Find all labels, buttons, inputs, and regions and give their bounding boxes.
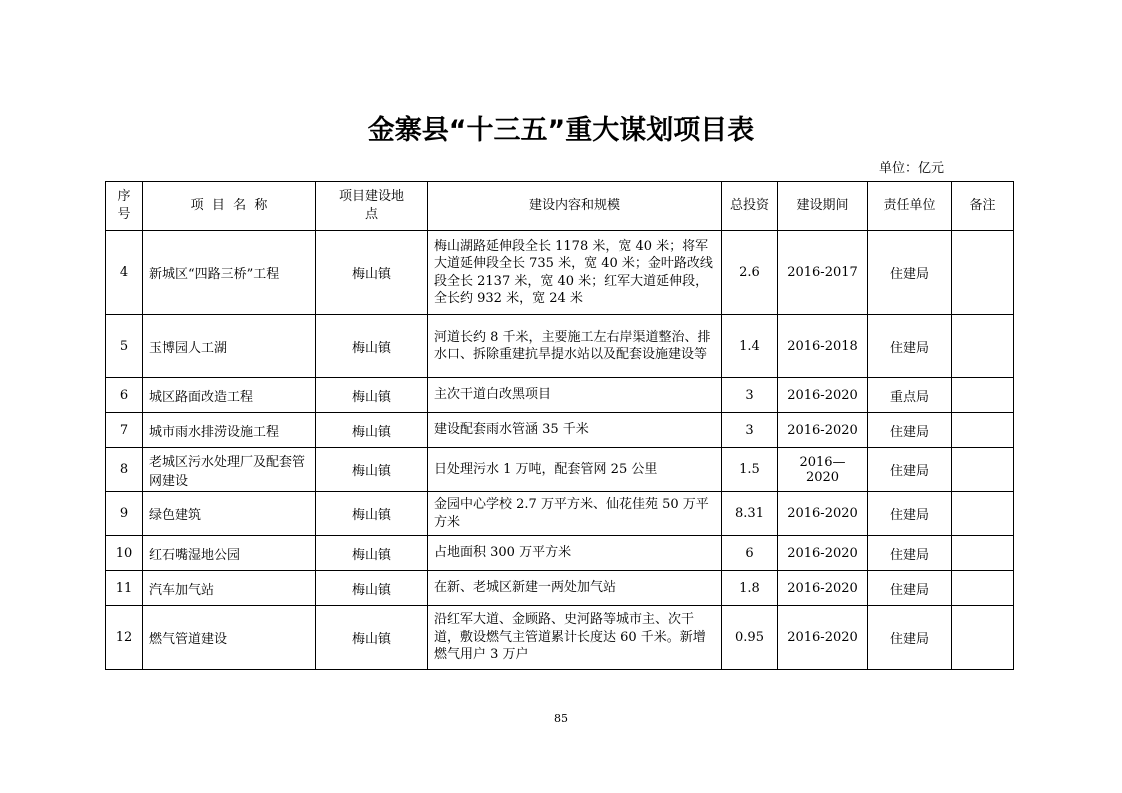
row-remark — [952, 413, 1014, 448]
row-period: 2016-2020 — [778, 606, 868, 670]
row-location: 梅山镇 — [316, 536, 428, 571]
row-unit: 住建局 — [868, 231, 952, 315]
unit-label: 单位：亿元 — [878, 161, 944, 176]
row-content: 日处理污水 1 万吨，配套管网 25 公里 — [428, 448, 722, 492]
row-seq: 4 — [106, 231, 143, 315]
row-name: 红石嘴湿地公园 — [143, 536, 316, 571]
row-remark — [952, 606, 1014, 670]
table-row — [106, 448, 1014, 492]
row-remark — [952, 231, 1014, 315]
row-investment: 2.6 — [722, 231, 778, 315]
row-seq: 11 — [106, 571, 143, 606]
row-period: 2016-2020 — [778, 536, 868, 571]
row-content: 河道长约 8 千米，主要施工左右岸渠道整治、排水口、拆除重建抗旱提水站以及配套设施建设等 — [428, 315, 722, 378]
header-name: 项 目 名 称 — [143, 182, 316, 231]
row-period: 2016-2020 — [778, 413, 868, 448]
row-seq: 8 — [106, 448, 143, 492]
row-seq: 12 — [106, 606, 143, 670]
header-unit: 责任单位 — [868, 182, 952, 231]
project-table — [105, 181, 1014, 670]
row-location: 梅山镇 — [316, 378, 428, 413]
row-name: 城区路面改造工程 — [143, 378, 316, 413]
row-period: 2016-2018 — [778, 315, 868, 378]
row-location: 梅山镇 — [316, 571, 428, 606]
table-row — [106, 231, 1014, 315]
row-investment: 3 — [722, 413, 778, 448]
row-unit: 住建局 — [868, 413, 952, 448]
row-period: 2016—2020 — [778, 448, 868, 492]
row-name: 绿色建筑 — [143, 492, 316, 536]
row-location: 梅山镇 — [316, 231, 428, 315]
page-number: 85 — [554, 712, 568, 725]
row-content: 建设配套雨水管涵 35 千米 — [428, 413, 722, 448]
row-seq: 9 — [106, 492, 143, 536]
row-remark — [952, 315, 1014, 378]
row-investment: 1.5 — [722, 448, 778, 492]
row-unit: 住建局 — [868, 571, 952, 606]
row-content: 沿红军大道、金顾路、史河路等城市主、次干道，敷设燃气主管道累计长度达 60 千米。新增燃气用户 3 万户 — [428, 606, 722, 670]
row-investment: 6 — [722, 536, 778, 571]
row-period: 2016-2020 — [778, 571, 868, 606]
row-seq: 5 — [106, 315, 143, 378]
row-name: 燃气管道建设 — [143, 606, 316, 670]
row-remark — [952, 492, 1014, 536]
header-content: 建设内容和规模 — [428, 182, 722, 231]
row-name: 新城区“四路三桥”工程 — [143, 231, 316, 315]
page-title: 金寨县“十三五”重大谋划项目表 — [367, 115, 755, 146]
row-investment: 1.4 — [722, 315, 778, 378]
header-seq: 序号 — [106, 182, 143, 231]
row-remark — [952, 536, 1014, 571]
row-remark — [952, 571, 1014, 606]
row-unit: 住建局 — [868, 606, 952, 670]
header-location: 项目建设地点 — [316, 182, 428, 231]
row-content: 占地面积 300 万平方米 — [428, 536, 722, 571]
row-period: 2016-2017 — [778, 231, 868, 315]
table-row — [106, 378, 1014, 413]
table-row — [106, 315, 1014, 378]
table-row — [106, 536, 1014, 571]
table-row — [106, 571, 1014, 606]
row-location: 梅山镇 — [316, 606, 428, 670]
row-location: 梅山镇 — [316, 492, 428, 536]
row-unit: 重点局 — [868, 378, 952, 413]
row-location: 梅山镇 — [316, 448, 428, 492]
table-row — [106, 413, 1014, 448]
row-unit: 住建局 — [868, 536, 952, 571]
row-name: 城市雨水排涝设施工程 — [143, 413, 316, 448]
row-content: 在新、老城区新建一两处加气站 — [428, 571, 722, 606]
row-location: 梅山镇 — [316, 315, 428, 378]
row-content: 金园中心学校 2.7 万平方米、仙花佳苑 50 万平方米 — [428, 492, 722, 536]
header-remark: 备注 — [952, 182, 1014, 231]
row-location: 梅山镇 — [316, 413, 428, 448]
row-period: 2016-2020 — [778, 378, 868, 413]
row-content: 梅山湖路延伸段全长 1178 米，宽 40 米；将军大道延伸段全长 735 米，宽 40 米；金叶路改线段全长 2137 米，宽 40 米；红军大道延伸段，全长约 932 米，宽 24 米 — [428, 231, 722, 315]
table-row — [106, 492, 1014, 536]
row-content: 主次干道白改黑项目 — [428, 378, 722, 413]
row-name: 汽车加气站 — [143, 571, 316, 606]
row-seq: 6 — [106, 378, 143, 413]
row-period: 2016-2020 — [778, 492, 868, 536]
header-investment: 总投资 — [722, 182, 778, 231]
header-period: 建设期间 — [778, 182, 868, 231]
table-header-row — [106, 182, 1014, 231]
row-name: 玉博园人工湖 — [143, 315, 316, 378]
row-name: 老城区污水处理厂及配套管网建设 — [143, 448, 316, 492]
row-remark — [952, 378, 1014, 413]
row-remark — [952, 448, 1014, 492]
row-seq: 10 — [106, 536, 143, 571]
row-unit: 住建局 — [868, 492, 952, 536]
row-investment: 8.31 — [722, 492, 778, 536]
row-investment: 0.95 — [722, 606, 778, 670]
row-unit: 住建局 — [868, 448, 952, 492]
row-investment: 3 — [722, 378, 778, 413]
table-row — [106, 606, 1014, 670]
row-seq: 7 — [106, 413, 143, 448]
row-unit: 住建局 — [868, 315, 952, 378]
row-investment: 1.8 — [722, 571, 778, 606]
